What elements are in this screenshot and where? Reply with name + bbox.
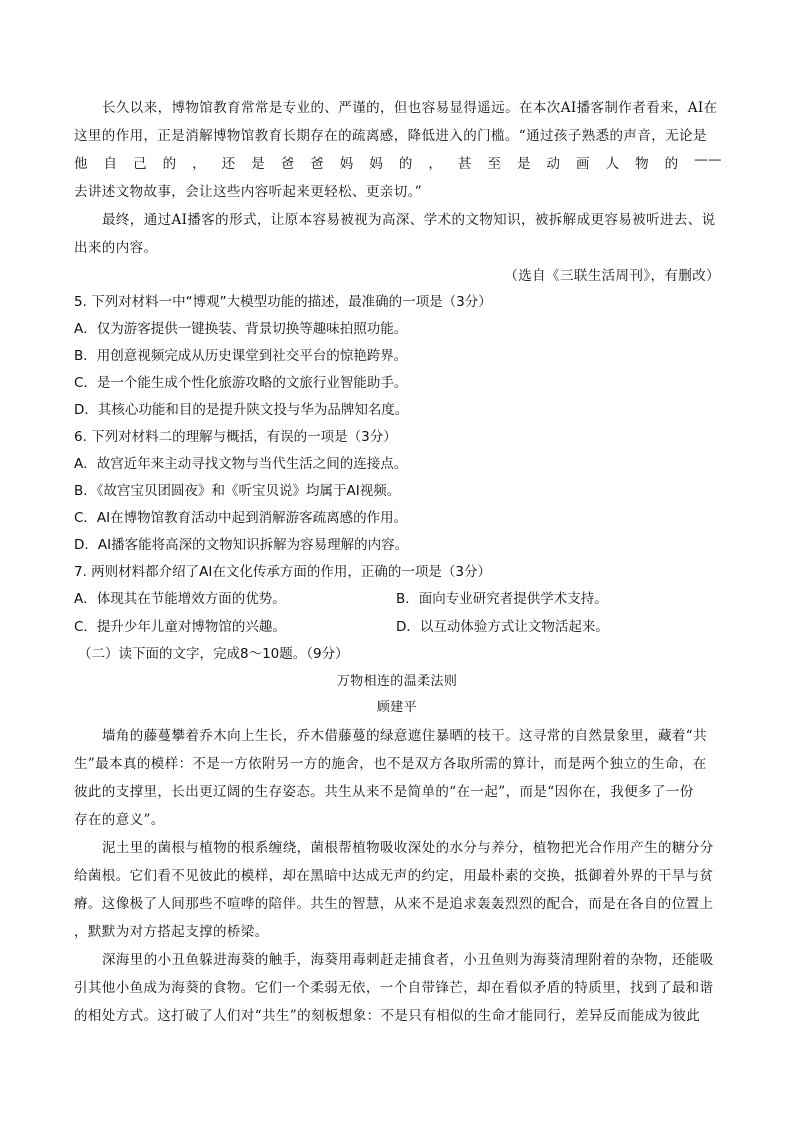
source-citation: （选自《三联生活周刊》，有删改）: [504, 268, 720, 284]
section2-p2-line2: 给菌根。它们看不见彼此的模样，却在黑暗中达成无声的约定，用最朴素的交换，抵御着外界的干旱与贫: [74, 868, 714, 884]
q7-option-d: D．以互动体验方式让文物活起来。: [396, 619, 609, 635]
q5-option-a: A．仅为游客提供一键换装、背景切换等趣味拍照功能。: [74, 321, 408, 337]
section2-p1-line2: 生”最本真的模样：不是一方依附另一方的施舍，也不是双方各取所需的算计，而是两个独立的生命，在: [74, 756, 707, 772]
p1-token: 妈: [369, 156, 384, 172]
p1-token: ——: [694, 152, 722, 168]
p1-token: 动: [546, 156, 561, 172]
p1-token: 至: [487, 156, 502, 172]
p1-token: 还: [221, 156, 236, 172]
p1-token: 的: [664, 156, 679, 172]
p1-token: 甚: [457, 156, 472, 172]
passage1-p2-line2: 出来的内容。: [74, 240, 158, 256]
p1-token: 人: [605, 156, 620, 172]
section2-p3-line2: 引其他小鱼成为海葵的食物。它们一个柔弱无依，一个自带锋芒，却在看似矛盾的特质里，找到了最和谐: [74, 980, 714, 996]
article-author: 顾建平: [376, 700, 418, 715]
p1-token: 爸: [310, 156, 325, 172]
passage1-p1-line3: [74, 152, 722, 172]
p1-token: 自: [103, 156, 118, 172]
q7-stem: 7. 两则材料都介绍了AI在文化传承方面的作用，正确的一项是（3分）: [74, 564, 491, 580]
q6-option-c: C．AI在博物馆教育活动中起到消解游客疏离感的作用。: [74, 510, 408, 526]
passage1-p1-line4: 去讲述文物故事，会让这些内容听起来更轻松、更亲切。”: [74, 184, 423, 200]
p1-token: 的: [162, 156, 177, 172]
p1-token: 他: [74, 156, 88, 172]
p1-token: 己: [133, 156, 147, 172]
q6-option-b: B．《故宫宝贝团圆夜》和《听宝贝说》均属于AI视频。: [74, 483, 401, 499]
q7-option-c: C．提升少年儿童对博物馆的兴趣。: [74, 619, 286, 635]
q7-option-b: B．面向专业研究者提供学术支持。: [396, 591, 608, 607]
article-title: 万物相连的温柔法则: [336, 674, 458, 689]
section2-p2-line4: ，默默为对方搭起支撑的桥梁。: [74, 924, 269, 940]
p1-token: ，: [428, 156, 443, 172]
passage1-p2-line1: 最终，通过AI播客的形式，让原本容易被视为高深、学术的文物知识，被拆解成更容易被听进去、说: [102, 212, 716, 228]
p1-token: 画: [576, 156, 590, 172]
p1-token: 物: [635, 156, 649, 172]
q5-option-c: C．是一个能生成个性化旅游攻略的文旅行业智能助手。: [74, 375, 408, 391]
p1-token: 爸: [280, 156, 295, 172]
q5-option-d: D．其核心功能和目的是提升陕文投与华为品牌知名度。: [74, 402, 409, 418]
section2-p1-line3: 彼此的支撑里，长出更辽阔的生存姿态。共生从来不是简单的“在一起”，而是“因你在，我便多了一份: [74, 784, 694, 800]
q5-option-b: B．用创意视频完成从历史课堂到社交平台的惊艳跨界。: [74, 348, 408, 364]
q7-option-a: A．体现其在节能增效方面的优势。: [74, 591, 286, 607]
p1-token: 是: [251, 156, 266, 172]
section2-p3-line3: 的相处方式。这打破了人们对“共生”的刻板想象：不是只有相似的生命才能同行，差异反而能成为彼此: [74, 1008, 701, 1024]
q6-option-d: D．AI播客能将高深的文物知识拆解为容易理解的内容。: [74, 537, 409, 553]
passage1-p1-line1: 长久以来，博物馆教育常常是专业的、严谨的，但也容易显得遥远。在本次AI播客制作者看来，AI在: [102, 100, 718, 116]
p1-token: 的: [398, 156, 413, 172]
section2-p1-line1: 墙角的藤蔓攀着乔木向上生长，乔木借藤蔓的绿意遮住暴晒的枝干。这寻常的自然景象里，藏着“共: [102, 728, 708, 744]
p1-token: 妈: [339, 156, 354, 172]
q6-stem: 6. 下列对材料二的理解与概括，有误的一项是（3分）: [74, 429, 397, 445]
section2-p2-line1: 泥土里的菌根与植物的根系缠绕，菌根帮植物吸收深处的水分与养分，植物把光合作用产生的糖分分: [102, 840, 714, 856]
q6-option-a: A．故宫近年来主动寻找文物与当代生活之间的连接点。: [74, 456, 408, 472]
section2-heading: （二）读下面的文字，完成8～10题。（9分）: [78, 646, 349, 662]
section2-p3-line1: 深海里的小丑鱼躲进海葵的触手，海葵用毒刺赶走捕食者，小丑鱼则为海葵清理附着的杂物，还能吸: [102, 952, 714, 968]
p1-token: 是: [516, 156, 531, 172]
p1-token: ，: [192, 156, 207, 172]
section2-p2-line3: 瘠。这像极了人间那些不喧哗的陪伴。共生的智慧，从来不是追求轰轰烈烈的配合，而是在各自的位置上: [74, 896, 714, 912]
section2-p1-line4: 存在的意义”。: [74, 812, 165, 828]
q5-stem: 5. 下列对材料一中“博观”大模型功能的描述，最准确的一项是（3分）: [74, 294, 492, 310]
passage1-p1-line2: 这里的作用，正是消解博物馆教育长期存在的疏离感，降低进入的门槛。“通过孩子熟悉的声音，无论是: [74, 128, 707, 144]
